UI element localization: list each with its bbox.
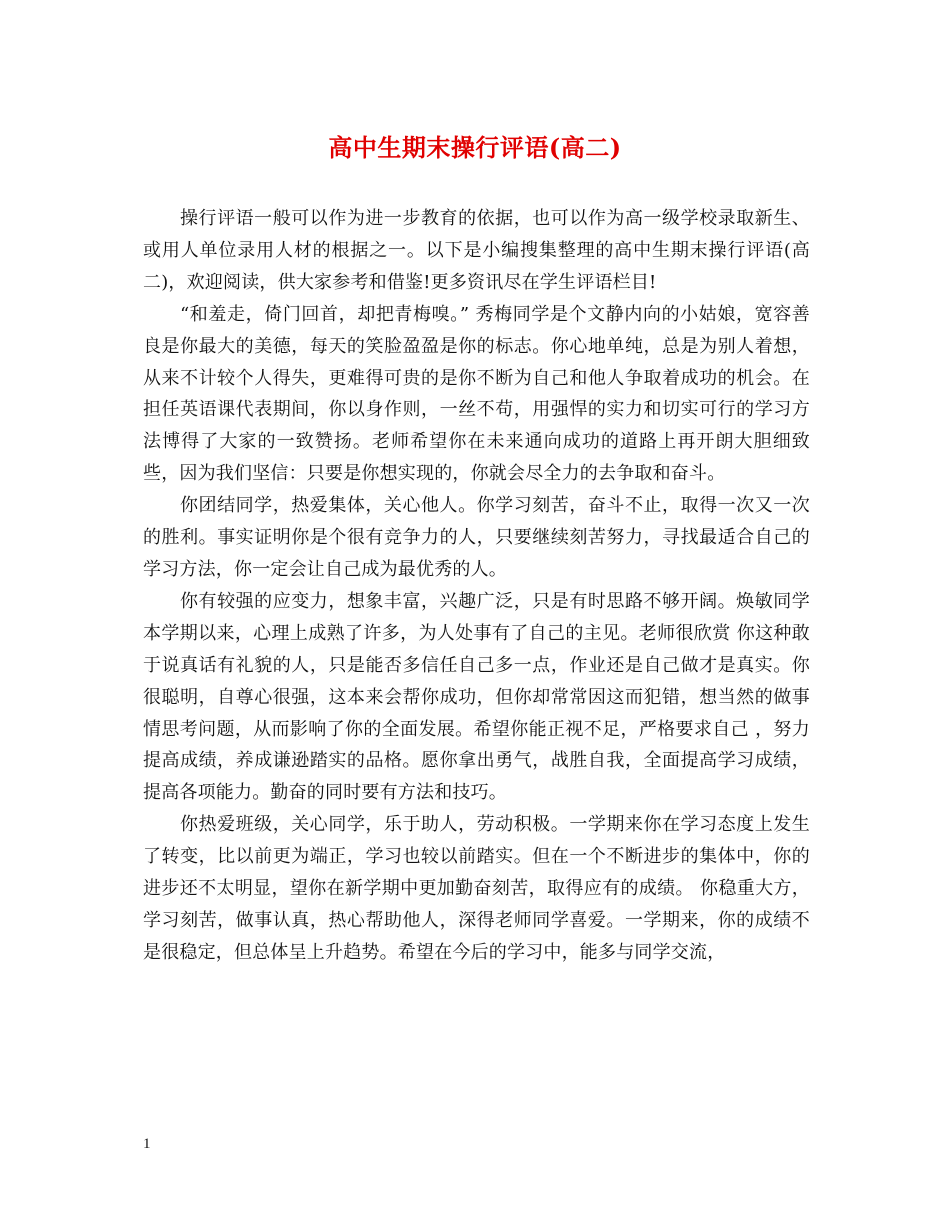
document-title: 高中生期末操行评语(高二) <box>328 133 622 162</box>
paragraph-intro: 操行评语一般可以作为进一步教育的依据，也可以作为高一级学校录取新生、或用人单位录用人材的根据之一。以下是小编搜集整理的高中生期末操行评语(高二)，欢迎阅读，供大家参考和借鉴!更多资讯尽在学生评语栏目! <box>143 208 810 293</box>
paragraph-comment-4: 你热爱班级，关心同学，乐于助人，劳动积极。一学期来你在学习态度上发生了转变，比以前更为端正，学习也较以前踏实。但在一个不断进步的集体中，你的进步还不太明显，望你在新学期中更加勤奋刻苦，取得应有的成绩。 你稳重大方，学习刻苦，做事认真，热心帮助他人，深得老师同学喜爱。一学期来，你的成绩不是很稳定，但总体呈上升趋势。希望在今后的学习中，能多与同学交流， <box>143 814 810 963</box>
document-body <box>143 203 810 969</box>
paragraph-comment-1: “和羞走，倚门回首，却把青梅嗅。” 秀梅同学是个文静内向的小姑娘，宽容善良是你最大的美德，每天的笑脸盈盈是你的标志。你心地单纯，总是为别人着想，从来不计较个人得失，更难得可贵的是你不断为自己和他人争取着成功的机会。在担任英语课代表期间，你以身作则，一丝不苟，用强悍的实力和切实可行的学习方法博得了大家的一致赞扬。老师希望你在未来通向成功的道路上再开朗大胆细致些，因为我们坚信：只要是你想实现的，你就会尽全力的去争取和奋斗。 <box>143 303 810 485</box>
paragraph-comment-2: 你团结同学，热爱集体，关心他人。你学习刻苦，奋斗不止，取得一次又一次的胜利。事实证明你是个很有竞争力的人，只要继续刻苦努力，寻找最适合自己的学习方法，你一定会让自己成为最优秀的人。 <box>143 495 810 580</box>
paragraph-comment-3: 你有较强的应变力，想象丰富，兴趣广泛，只是有时思路不够开阔。焕敏同学本学期以来，心理上成熟了许多，为人处事有了自己的主见。老师很欣赏 你这种敢于说真话有礼貌的人，只是能否多信任自己多一点，作业还是自己做才是真实。你很聪明，自尊心很强，这本来会帮你成功，但你却常常因这而犯错，想当然的做事情思考问题，从而影响了你的全面发展。希望你能正视不足，严格要求自己 ，努力提高成绩，养成谦逊踏实的品格。愿你拿出勇气，战胜自我，全面提高学习成绩，提高各项能力。勤奋的同时要有方法和技巧。 <box>143 590 810 804</box>
page-number: 1 <box>143 1136 151 1152</box>
